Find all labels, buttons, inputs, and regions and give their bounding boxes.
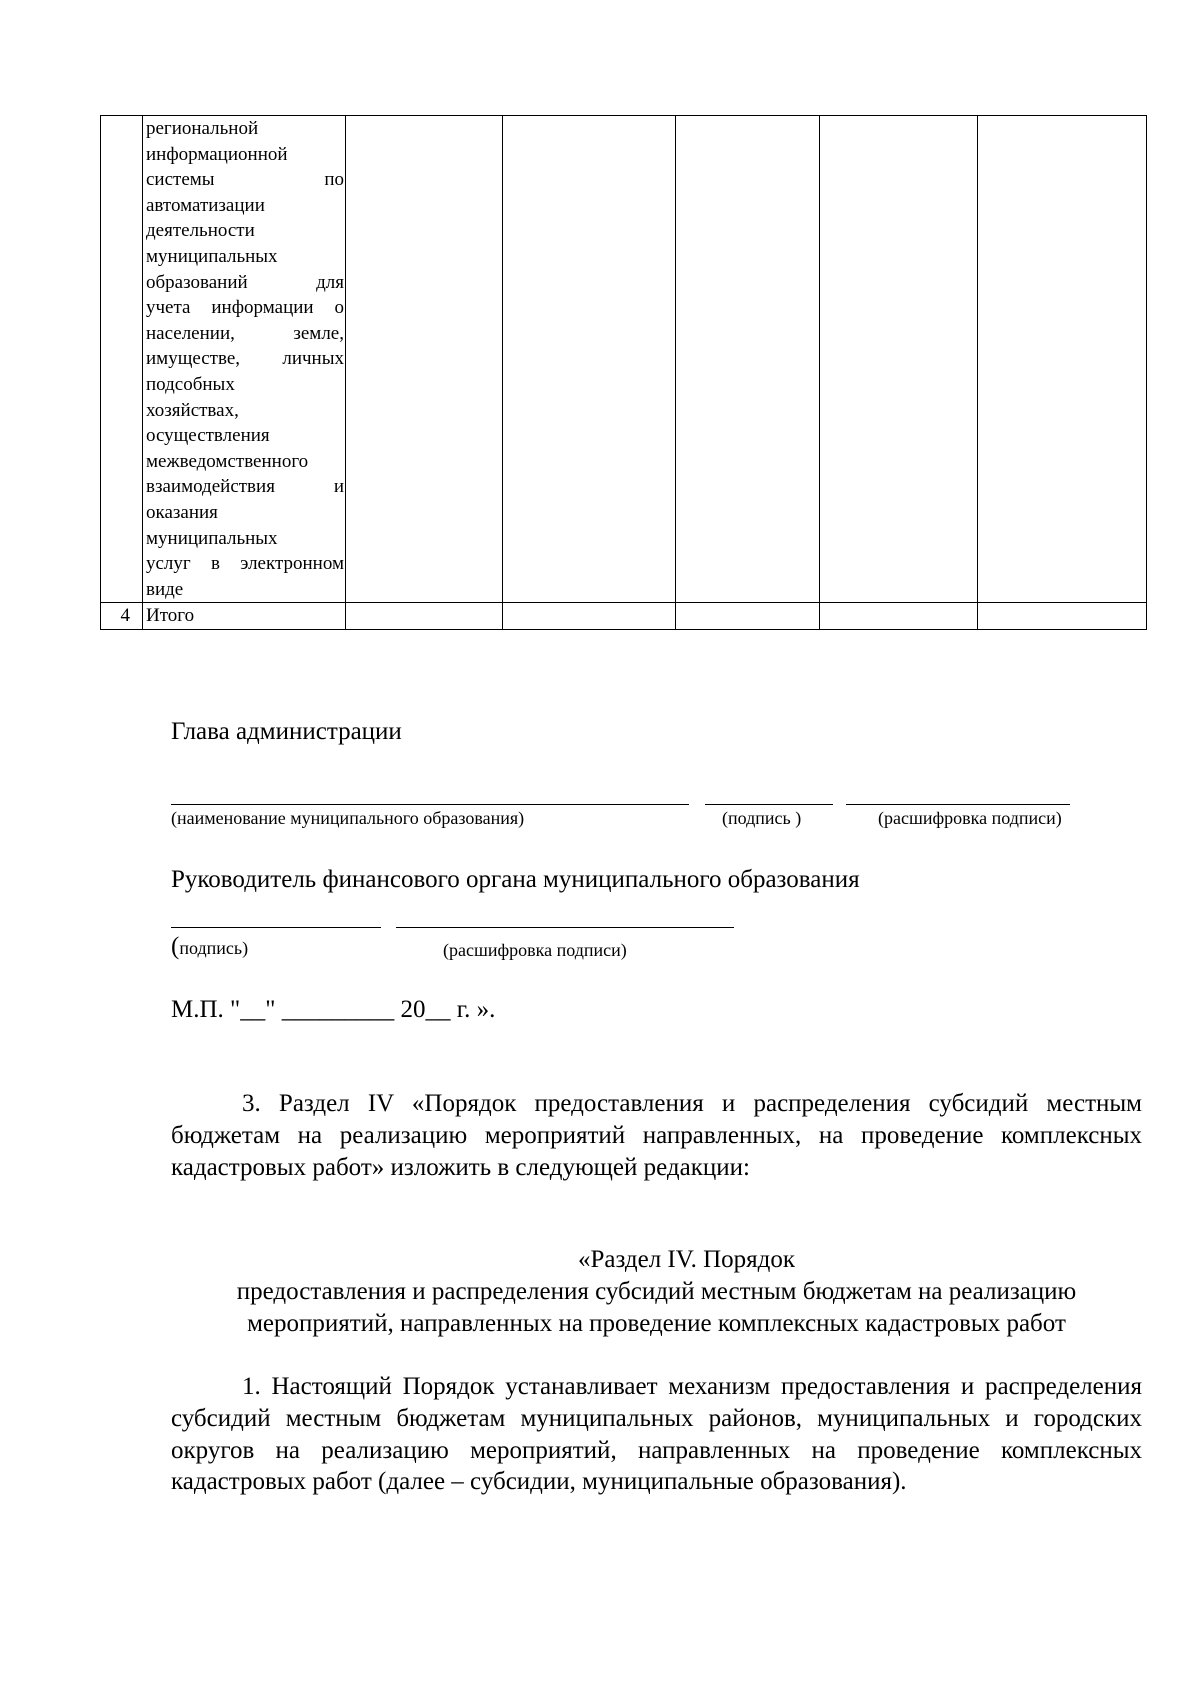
table-cell <box>503 603 676 630</box>
paragraph-1: 1. Настоящий Порядок устанавливает механизм предоставления и распределения субсидий местным бюджетам муниципальных районов, муниципальных и городских округов на реализацию мероприятий, направленных на проведение комплексных кадастровых работ (далее – субсидии, муниципальные образования). <box>171 1373 1142 1496</box>
signature-line <box>705 804 833 805</box>
head-of-administration-title: Глава администрации <box>171 718 402 745</box>
section-heading-line-1: «Раздел IV. Порядок <box>577 1246 796 1273</box>
finance-head-title: Руководитель финансового органа муниципального образования <box>171 866 860 893</box>
municipality-name-line <box>171 804 689 805</box>
section-heading-line-2: предоставления и распределения субсидий местным бюджетам на реализацию <box>236 1277 1077 1305</box>
row-number-cell <box>101 116 143 603</box>
distribution-table <box>100 115 1147 630</box>
municipality-name-caption: (наименование муниципального образования) <box>171 808 525 828</box>
signature-decode-line <box>846 804 1070 805</box>
table-cell <box>346 116 503 603</box>
row-description-cell <box>143 116 346 603</box>
caption-open-paren: ( <box>171 933 180 960</box>
description-line: осуществления <box>146 425 270 447</box>
description-line: деятельности <box>146 220 255 242</box>
total-row <box>101 603 1147 630</box>
description-line: системы по <box>146 169 344 191</box>
description-line: населении, земле, <box>146 322 344 344</box>
signature-decode-line <box>396 927 734 928</box>
table-cell <box>820 603 978 630</box>
description-line: подсобных <box>146 373 235 395</box>
finance-signature-decode-caption: (расшифровка подписи) <box>443 940 627 960</box>
description-line: автоматизации <box>146 194 265 216</box>
description-line: муниципальных <box>146 527 278 549</box>
description-line: образований для <box>146 271 344 293</box>
description-line: муниципальных <box>146 245 278 267</box>
section-heading-line-3: мероприятий, направленных на проведение комплексных кадастровых работ <box>247 1309 1066 1337</box>
table-cell <box>978 603 1147 630</box>
description-line: учета информации о <box>146 297 344 319</box>
description-line: имуществе, личных <box>146 348 344 370</box>
caption-sign-text: подпись) <box>179 938 249 958</box>
description-line: региональной <box>146 118 259 139</box>
stamp-date-line: М.П. "__" _________ 20__ г. ». <box>171 996 496 1023</box>
description-line: взаимодействия и <box>146 476 344 498</box>
table-cell <box>346 603 503 630</box>
table-cell <box>676 116 820 603</box>
description-line: хозяйствах, <box>146 399 239 421</box>
total-row-label: Итого <box>143 603 346 630</box>
table-cell <box>978 116 1147 603</box>
table-cell <box>676 603 820 630</box>
description-line: оказания <box>146 501 218 523</box>
signature-decode-caption: (расшифровка подписи) <box>878 808 1062 828</box>
signature-line <box>171 927 381 928</box>
total-row-number: 4 <box>101 603 143 630</box>
paragraph-3: 3. Раздел IV «Порядок предоставления и распределения субсидий местным бюджетам на реализацию мероприятий направленных, на проведение комплексных кадастровых работ» изложить в следующей редакции: <box>171 1090 1142 1181</box>
description-line: межведомственного <box>146 450 309 472</box>
table-row <box>101 116 1147 603</box>
table-cell <box>820 116 978 603</box>
description-line: услуг в электронном <box>146 553 344 575</box>
section-heading <box>171 1244 1142 1339</box>
description-line: виде <box>146 578 184 600</box>
signature-caption: (подпись ) <box>722 808 802 828</box>
finance-signature-caption <box>171 933 248 961</box>
table-cell <box>503 116 676 603</box>
description-line: информационной <box>146 143 288 165</box>
